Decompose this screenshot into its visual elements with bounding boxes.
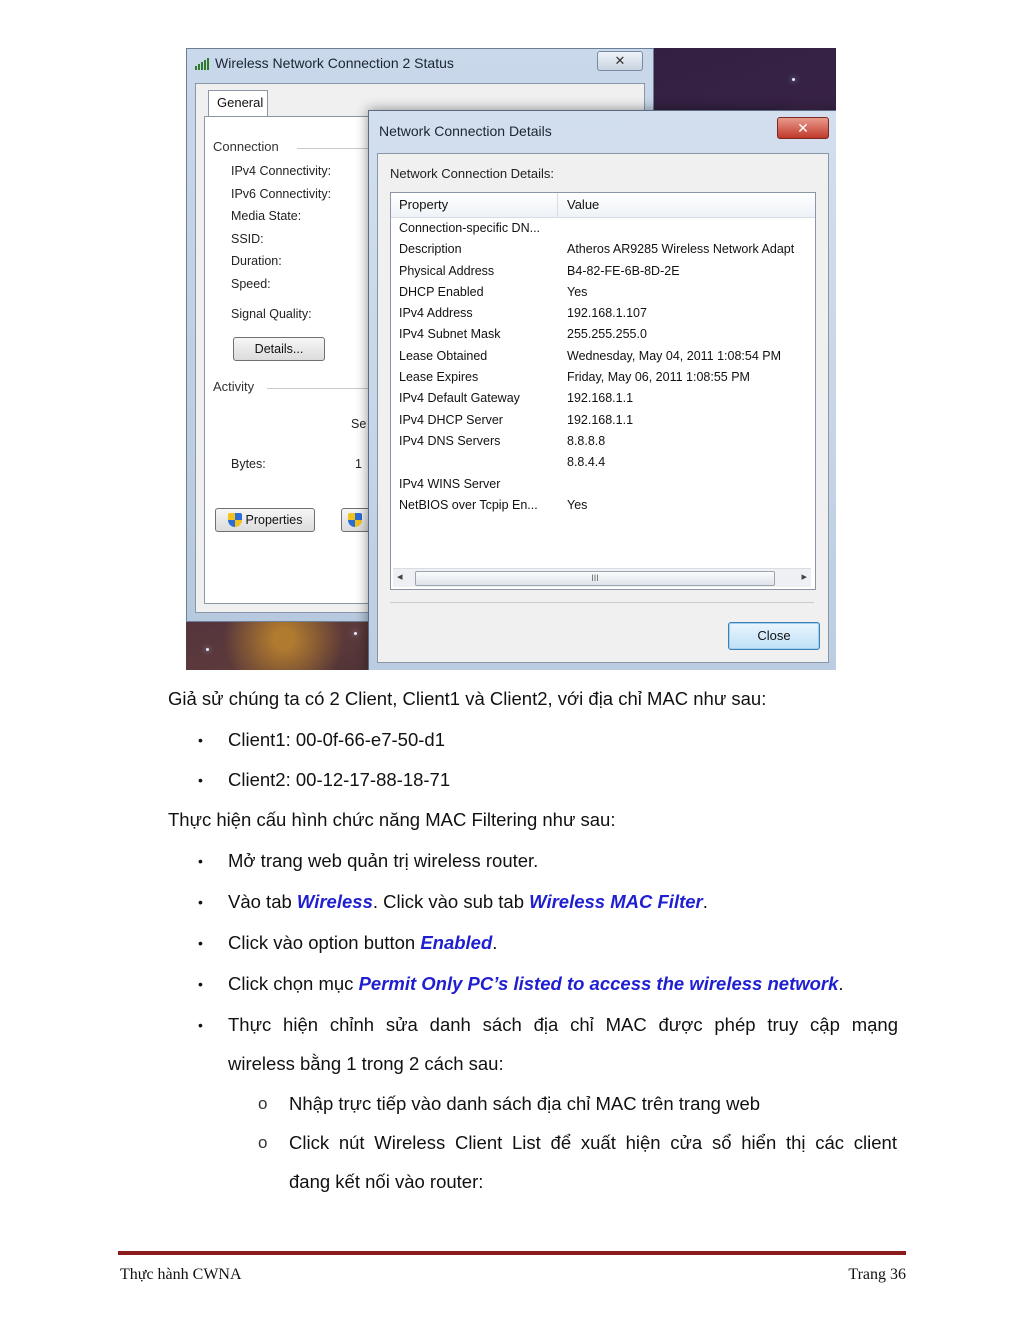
details-separator — [390, 602, 814, 603]
table-row[interactable] — [391, 325, 815, 346]
step-wireless-tab — [228, 890, 708, 914]
row-property: IPv4 DNS Servers — [399, 433, 501, 448]
field-signal-quality: Signal Quality: — [231, 307, 312, 321]
client1-item: Client1: 00-0f-66-e7-50-d1 — [228, 729, 445, 750]
shield-icon — [348, 513, 362, 527]
horizontal-scrollbar[interactable] — [393, 568, 811, 587]
table-row[interactable] — [391, 432, 815, 453]
status-window-close-button[interactable]: ✕ — [597, 51, 643, 71]
row-value: Friday, May 06, 2011 1:08:55 PM — [567, 370, 750, 385]
step-text: Click vào option button — [228, 932, 421, 953]
bullet-icon: • — [198, 853, 203, 869]
details-list[interactable] — [390, 192, 816, 590]
bullet-icon: • — [198, 935, 203, 951]
field-ipv4-connectivity: IPv4 Connectivity: — [231, 164, 332, 178]
row-value: 192.168.1.1 — [567, 391, 634, 406]
table-row[interactable] — [391, 347, 815, 368]
details-list-label: Network Connection Details: — [390, 166, 555, 181]
row-property: DHCP Enabled — [399, 284, 484, 299]
row-value: Yes — [567, 497, 588, 512]
bullet-icon: • — [198, 732, 203, 748]
row-value: B4-82-FE-6B-8D-2E — [567, 263, 680, 278]
column-header-value[interactable]: Value — [567, 197, 600, 212]
field-media-state: Media State: — [231, 209, 302, 223]
step-edit-mac-list-line2: wireless bằng 1 trong 2 cách sau: — [228, 1053, 504, 1074]
star — [206, 648, 209, 651]
bullet-icon: • — [198, 894, 203, 910]
client2-item: Client2: 00-12-17-88-18-71 — [228, 769, 451, 790]
field-ipv6-connectivity: IPv6 Connectivity: — [231, 187, 332, 201]
properties-button[interactable] — [215, 508, 315, 532]
row-property: IPv4 Subnet Mask — [399, 327, 501, 342]
field-speed: Speed: — [231, 277, 271, 291]
tab-general[interactable]: General — [208, 90, 268, 116]
details-rows — [391, 219, 815, 517]
step-enabled-option — [228, 931, 497, 955]
option-client-list-line2: đang kết nối vào router: — [289, 1171, 484, 1192]
row-property: Lease Obtained — [399, 348, 488, 363]
footer-rule — [118, 1251, 906, 1255]
row-property: Physical Address — [399, 263, 495, 278]
step-open-web-admin: Mở trang web quản trị wireless router. — [228, 850, 539, 871]
scroll-left-icon[interactable]: ◂ — [397, 571, 403, 583]
field-ssid: SSID: — [231, 232, 264, 246]
table-row[interactable] — [391, 219, 815, 240]
row-property: IPv4 DHCP Server — [399, 412, 503, 427]
footer-page-number: Trang 36 — [848, 1266, 906, 1283]
step-permit-only — [228, 972, 844, 996]
table-row[interactable] — [391, 304, 815, 325]
row-property: NetBIOS over Tcpip En... — [399, 497, 538, 512]
bullet-icon: • — [198, 772, 203, 788]
properties-button-label: Properties — [245, 513, 303, 527]
step-text: Click chọn mục — [228, 973, 359, 994]
row-value: Wednesday, May 04, 2011 1:08:54 PM — [567, 348, 782, 363]
field-duration: Duration: — [231, 254, 282, 268]
mac-filter-subtab-name: Wireless MAC Filter — [529, 891, 703, 912]
star — [792, 78, 795, 81]
intro-paragraph: Giả sử chúng ta có 2 Client, Client1 và Client2, với địa chỉ MAC như sau: — [168, 688, 767, 709]
step-text: . Click vào sub tab — [372, 891, 530, 912]
connection-group-label: Connection — [213, 139, 279, 154]
permit-only-option-name: Permit Only PC’s listed to access the wireless network — [358, 973, 839, 994]
table-row[interactable] — [391, 475, 815, 496]
details-button[interactable]: Details... — [233, 337, 325, 361]
details-window-title: Network Connection Details — [379, 123, 552, 139]
sent-label-partial: Se — [351, 417, 367, 431]
status-window-title — [195, 55, 454, 71]
bullet-icon: • — [198, 976, 203, 992]
row-property: Connection-specific DN... — [399, 221, 541, 235]
bullet-icon: • — [198, 1017, 203, 1033]
screenshot-figure — [186, 48, 836, 670]
row-property: IPv4 WINS Server — [399, 476, 501, 491]
footer-course-title: Thực hành CWNA — [120, 1266, 242, 1283]
table-row[interactable] — [391, 283, 815, 304]
details-window-body — [377, 153, 829, 663]
config-intro-paragraph: Thực hiện cấu hình chức năng MAC Filtering như sau: — [168, 809, 616, 830]
step-edit-mac-list-line1: Thực hiện chỉnh sửa danh sách địa chỉ MAC được phép truy cập mạng — [228, 1014, 898, 1035]
details-window-close-button[interactable]: ✕ — [777, 117, 829, 139]
table-row[interactable] — [391, 262, 815, 283]
shield-icon — [228, 513, 242, 527]
row-value: Yes — [567, 284, 588, 299]
bytes-value-partial: 1 — [355, 457, 362, 471]
bytes-label: Bytes: — [231, 457, 266, 471]
row-property: IPv4 Default Gateway — [399, 391, 520, 406]
details-list-header — [391, 193, 815, 218]
step-text: Vào tab — [228, 891, 297, 912]
row-value: 8.8.8.8 — [567, 433, 606, 448]
option-client-list-line1: Click nút Wireless Client List để xuất hiện cửa sổ hiển thị các client — [289, 1132, 897, 1153]
table-row[interactable] — [391, 389, 815, 410]
star — [354, 632, 357, 635]
table-row[interactable] — [391, 496, 815, 517]
column-divider[interactable] — [557, 193, 558, 217]
row-property: Lease Expires — [399, 370, 479, 385]
column-header-property[interactable]: Property — [399, 197, 449, 212]
option-direct-entry: Nhập trực tiếp vào danh sách địa chỉ MAC trên trang web — [289, 1093, 761, 1114]
row-value: 255.255.255.0 — [567, 327, 647, 342]
table-row[interactable] — [391, 240, 815, 261]
sub-bullet-icon: o — [258, 1133, 268, 1152]
step-text: . — [838, 973, 844, 994]
network-connection-details-window — [368, 110, 836, 670]
scroll-right-icon[interactable]: ▸ — [801, 571, 807, 583]
status-window-title-text: Wireless Network Connection 2 Status — [215, 55, 454, 71]
table-row[interactable] — [391, 453, 815, 474]
wireless-tab-name: Wireless — [296, 891, 373, 912]
close-button[interactable]: Close — [728, 622, 820, 650]
step-text: . — [702, 891, 708, 912]
activity-group-label: Activity — [213, 379, 255, 394]
signal-strength-icon — [195, 56, 209, 70]
table-row[interactable] — [391, 411, 815, 432]
step-text: . — [492, 932, 498, 953]
enabled-option-name: Enabled — [420, 932, 493, 953]
row-property: IPv4 Address — [399, 306, 473, 321]
row-value: Atheros AR9285 Wireless Network Adapt — [567, 242, 795, 257]
row-value: 192.168.1.107 — [567, 306, 647, 321]
row-value: 192.168.1.1 — [567, 412, 634, 427]
row-property: Description — [399, 242, 462, 257]
scrollbar-thumb[interactable]: III — [415, 571, 775, 586]
sub-bullet-icon: o — [258, 1094, 268, 1113]
table-row[interactable] — [391, 368, 815, 389]
row-value: 8.8.4.4 — [567, 455, 606, 470]
